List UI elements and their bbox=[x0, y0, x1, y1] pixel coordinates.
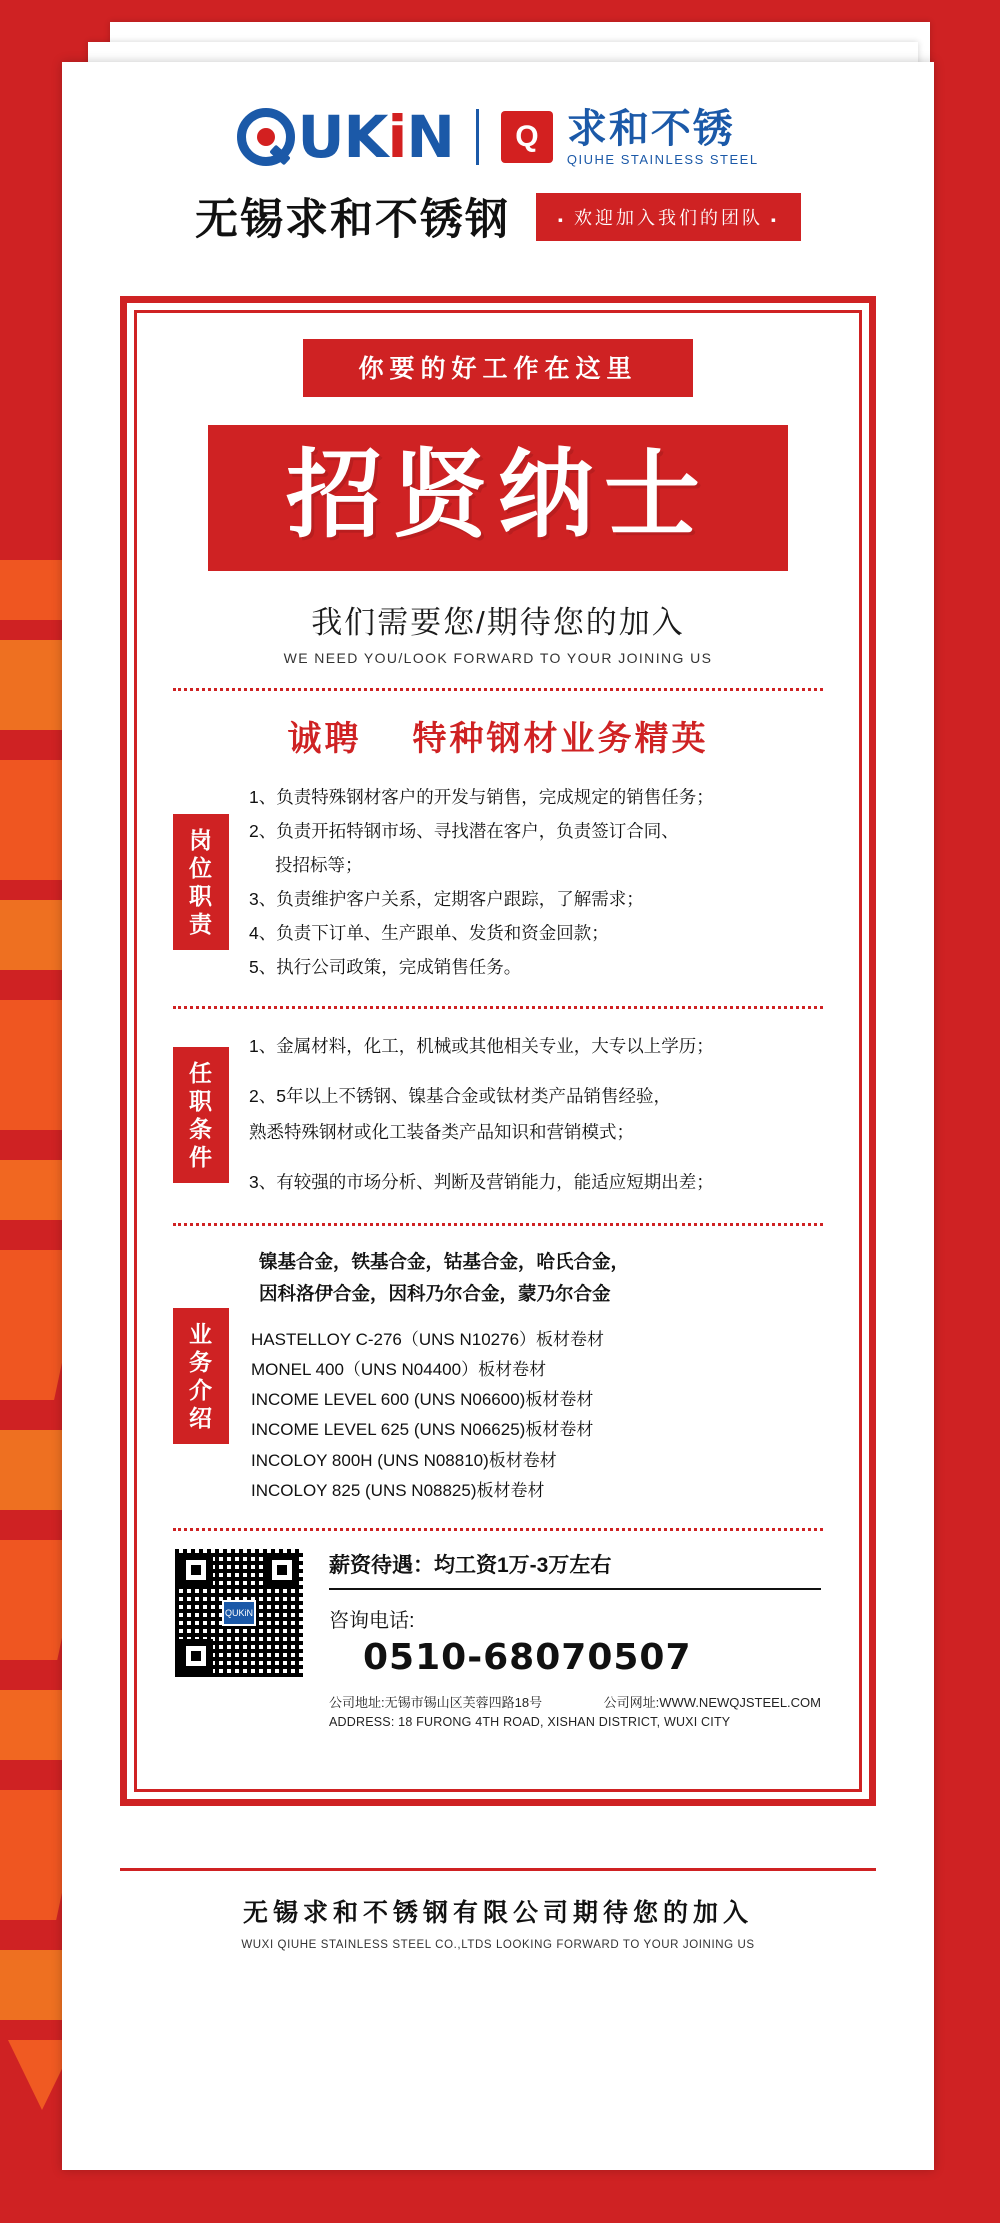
subtitle-en: WE NEED YOU/LOOK FORWARD TO YOUR JOINING US bbox=[283, 649, 713, 666]
telephone-label: 咨询电话: bbox=[329, 1610, 415, 1633]
poster-header bbox=[62, 62, 934, 247]
recruit-headline bbox=[167, 711, 829, 760]
brand-logo bbox=[62, 103, 934, 171]
requirement-item: 2、5年以上不锈钢、镍基合金或钛材类产品销售经验， bbox=[249, 1086, 671, 1107]
main-panel bbox=[120, 296, 876, 1806]
poster-footer bbox=[120, 1868, 876, 1951]
bullet-dot-icon: ▪ bbox=[558, 210, 566, 227]
product-item: INCOME LEVEL 625 (UNS N06625)板材卷材 bbox=[251, 1420, 594, 1440]
logo-divider bbox=[476, 109, 479, 165]
welcome-text: 欢迎加入我们的团队 bbox=[574, 207, 763, 228]
section-body-duties bbox=[249, 780, 823, 985]
qr-code[interactable] bbox=[175, 1549, 303, 1677]
business-product-list bbox=[249, 1325, 823, 1507]
qr-center-logo: QUKiN bbox=[222, 1600, 256, 1626]
tagline-banner: 你要的好工作在这里 bbox=[303, 339, 693, 397]
company-website[interactable]: 公司网址:WWW.NEWQJSTEEL.COM bbox=[603, 1695, 821, 1711]
alloy-line: 镍基合金，铁基合金，钴基合金，哈氏合金， bbox=[259, 1250, 630, 1272]
company-row bbox=[62, 186, 934, 247]
company-address-en: ADDRESS: 18 FURONG 4TH ROAD, XISHAN DISTRICT, WUXI CITY bbox=[329, 1715, 731, 1730]
company-name: 无锡求和不锈钢 bbox=[195, 195, 511, 245]
subtitle-cn: 我们需要您/期待您的加入 bbox=[311, 604, 685, 640]
telephone-number[interactable]: 0510-68070507 bbox=[363, 1637, 692, 1679]
contact-block bbox=[167, 1549, 829, 1729]
requirement-item: 3、有较强的市场分析、判断及营销能力，能适应短期出差； bbox=[249, 1171, 714, 1192]
dotted-divider bbox=[173, 1006, 823, 1009]
product-item: MONEL 400（UNS N04400）板材卷材 bbox=[251, 1359, 547, 1379]
section-business bbox=[167, 1246, 829, 1506]
qr-finder-icon bbox=[179, 1553, 213, 1587]
dotted-divider bbox=[173, 1528, 823, 1531]
right-color-band bbox=[958, 0, 1000, 2223]
recruit-position: 特种钢材业务精英 bbox=[412, 719, 709, 758]
product-item: HASTELLOY C-276（UNS N10276）板材卷材 bbox=[251, 1329, 605, 1349]
section-tab-duties: 岗位职责 bbox=[173, 814, 229, 950]
footer-text-cn: 无锡求和不锈钢有限公司期待您的加入 bbox=[242, 1899, 753, 1927]
company-address-cn: 公司地址:无锡市锡山区芙蓉四路18号 bbox=[329, 1695, 543, 1711]
alloy-line: 因科洛伊合金，因科乃尔合金，蒙乃尔合金 bbox=[259, 1283, 611, 1305]
section-body-requirements bbox=[249, 1029, 823, 1201]
requirement-item: 1、金属材料，化工，机械或其他相关专业，大专以上学历； bbox=[249, 1036, 714, 1057]
address-row bbox=[329, 1692, 821, 1711]
section-tab-business: 业务介绍 bbox=[173, 1308, 229, 1444]
logo-badge-icon: Q bbox=[501, 111, 553, 163]
business-headline bbox=[249, 1246, 823, 1311]
section-requirements bbox=[167, 1029, 829, 1201]
q-circle-icon bbox=[237, 108, 295, 166]
section-duties bbox=[167, 780, 829, 985]
recruit-prefix: 诚聘 bbox=[287, 719, 362, 758]
duty-item-cont: 投招标等； bbox=[275, 854, 363, 875]
footer-divider bbox=[120, 1868, 876, 1871]
section-body-business bbox=[249, 1246, 823, 1506]
duty-item: 4、负责下订单、生产跟单、发货和资金回款； bbox=[249, 923, 609, 944]
contact-details bbox=[329, 1549, 821, 1729]
duty-item: 5、执行公司政策，完成销售任务。 bbox=[249, 957, 522, 978]
main-panel-inner bbox=[134, 310, 862, 1792]
duty-item: 1、负责特殊钢材客户的开发与销售，完成规定的销售任务； bbox=[249, 786, 714, 807]
section-tab-requirements: 任职条件 bbox=[173, 1047, 229, 1183]
welcome-badge bbox=[536, 193, 801, 241]
product-item: INCOME LEVEL 600 (UNS N06600)板材卷材 bbox=[251, 1390, 594, 1410]
hero-title: 招贤纳士 bbox=[286, 439, 710, 551]
logo-chinese-name: 求和不锈 bbox=[566, 106, 735, 151]
hero-banner bbox=[208, 425, 788, 571]
duty-item: 3、负责维护客户关系，定期客户跟踪，了解需求； bbox=[249, 888, 644, 909]
product-item: INCOLOY 800H (UNS N08810)板材卷材 bbox=[251, 1450, 557, 1470]
footer-text-en: WUXI QIUHE STAINLESS STEEL CO.,LTDS LOOKING FORWARD TO YOUR JOINING US bbox=[241, 1939, 755, 1951]
dotted-divider bbox=[173, 688, 823, 691]
qr-finder-icon bbox=[179, 1639, 213, 1673]
dotted-divider bbox=[173, 1223, 823, 1226]
logo-chinese-block bbox=[566, 106, 759, 167]
qr-finder-icon bbox=[265, 1553, 299, 1587]
product-item: INCOLOY 825 (UNS N08825)板材卷材 bbox=[251, 1480, 545, 1500]
logo-mark bbox=[237, 103, 454, 171]
duty-item: 2、负责开拓特钢市场、寻找潜在客户，负责签订合同、 bbox=[249, 820, 679, 841]
bullet-dot-icon: ▪ bbox=[771, 210, 779, 227]
salary-text: 薪资待遇：均工资1万-3万左右 bbox=[329, 1549, 821, 1590]
logo-english-name: QIUHE STAINLESS STEEL bbox=[566, 151, 759, 167]
logo-wordmark: UKiN bbox=[297, 103, 454, 171]
requirement-item-cont: 熟悉特殊钢材或化工装备类产品知识和营销模式； bbox=[249, 1122, 634, 1143]
